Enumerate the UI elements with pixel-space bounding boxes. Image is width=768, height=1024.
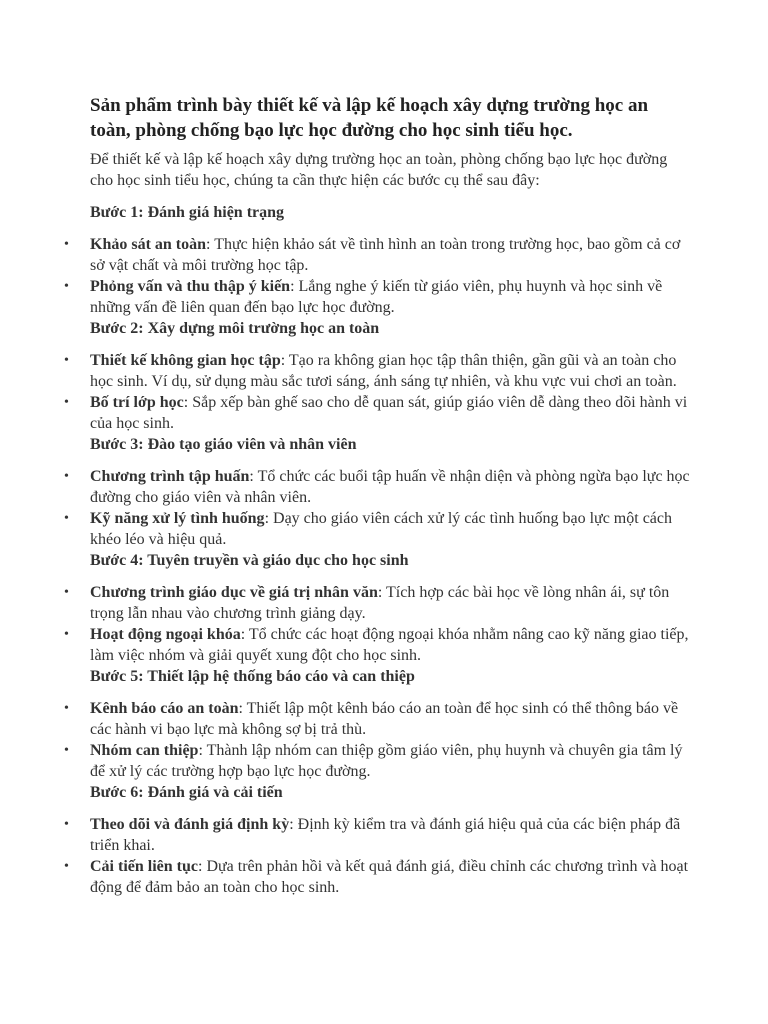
item-text: : Thành lập nhóm can thiệp gồm giáo viên, phụ huynh và chuyên gia tâm lý để xử lý các trường hợp bạo lực học đường.: [90, 742, 683, 780]
list-item: [90, 234, 690, 276]
list-item: [90, 350, 690, 392]
list-item: [90, 582, 690, 624]
step-1-heading: Bước 1: Đánh giá hiện trạng: [90, 204, 285, 221]
list-item: [90, 624, 690, 666]
document-body: [90, 93, 690, 898]
item-text: : Định kỳ kiểm tra và đánh giá hiệu quả của các biện pháp đã triển khai.: [90, 816, 681, 854]
item-text: : Sắp xếp bàn ghế sao cho dễ quan sát, giúp giáo viên dễ dàng theo dõi hành vi của học sinh.: [90, 394, 688, 432]
item-term: Theo dõi và đánh giá định kỳ: [90, 816, 290, 833]
item-term: Bố trí lớp học: [90, 394, 184, 411]
list-item: [90, 392, 690, 434]
item-term: Hoạt động ngoại khóa: [90, 626, 241, 643]
item-term: Nhóm can thiệp: [90, 742, 199, 759]
list-item: [90, 698, 690, 740]
item-text: : Tổ chức các buổi tập huấn về nhận diện và phòng ngừa bạo lực học đường cho giáo viên và nhân viên.: [90, 468, 690, 506]
step-4-heading: Bước 4: Tuyên truyền và giáo dục cho học sinh: [90, 552, 409, 569]
item-text: : Dạy cho giáo viên cách xử lý các tình huống bạo lực một cách khéo léo và hiệu quả.: [90, 510, 672, 548]
item-term: Khảo sát an toàn: [90, 236, 207, 253]
item-term: Kỹ năng xử lý tình huống: [90, 510, 265, 527]
list-item: [90, 466, 690, 508]
item-text: : Thực hiện khảo sát về tình hình an toàn trong trường học, bao gồm cả cơ sở vật chất và môi trường học tập.: [90, 236, 681, 274]
list-item: [90, 740, 690, 782]
list-item: [90, 508, 690, 550]
item-text: : Tổ chức các hoạt động ngoại khóa nhằm nâng cao kỹ năng giao tiếp, làm việc nhóm và giải quyết xung đột cho học sinh.: [90, 626, 689, 664]
item-term: Cải tiến liên tục: [90, 858, 198, 875]
item-text: : Tích hợp các bài học về lòng nhân ái, sự tôn trọng lẫn nhau vào chương trình giảng dạy.: [90, 584, 670, 622]
document-title: Sản phẩm trình bày thiết kế và lập kế hoạch xây dựng trường học an toàn, phòng chống bạo lực học đường cho học sinh tiểu học.: [90, 95, 649, 141]
step-1-list: [90, 234, 690, 318]
item-term: Chương trình tập huấn: [90, 468, 250, 485]
item-term: Kênh báo cáo an toàn: [90, 700, 239, 717]
list-item: [90, 276, 690, 318]
step-2-heading: Bước 2: Xây dựng môi trường học an toàn: [90, 320, 380, 337]
step-3-list: [90, 466, 690, 550]
intro-paragraph: Để thiết kế và lập kế hoạch xây dựng trường học an toàn, phòng chống bạo lực học đường cho học sinh tiểu học, chúng ta cần thực hiện các bước cụ thể sau đây:: [90, 151, 668, 189]
step-6-heading: Bước 6: Đánh giá và cải tiến: [90, 784, 283, 801]
step-4-list: [90, 582, 690, 666]
item-term: Thiết kế không gian học tập: [90, 352, 281, 369]
item-text: : Thiết lập một kênh báo cáo an toàn để học sinh có thể thông báo về các hành vi bạo lực mà không sợ bị trả thù.: [90, 700, 679, 738]
step-2-list: [90, 350, 690, 434]
step-5-list: [90, 698, 690, 782]
step-3-heading: Bước 3: Đào tạo giáo viên và nhân viên: [90, 436, 357, 453]
step-5-heading: Bước 5: Thiết lập hệ thống báo cáo và can thiệp: [90, 668, 415, 685]
item-term: Chương trình giáo dục về giá trị nhân văn: [90, 584, 378, 601]
list-item: [90, 856, 690, 898]
item-text: : Tạo ra không gian học tập thân thiện, gần gũi và an toàn cho học sinh. Ví dụ, sử dụng màu sắc tươi sáng, ánh sáng tự nhiên, và khu vực vui chơi an toàn.: [90, 352, 677, 390]
item-term: Phỏng vấn và thu thập ý kiến: [90, 278, 291, 295]
item-text: : Dựa trên phản hồi và kết quả đánh giá, điều chỉnh các chương trình và hoạt động để đảm bảo an toàn cho học sinh.: [90, 858, 689, 896]
item-text: : Lắng nghe ý kiến từ giáo viên, phụ huynh và học sinh về những vấn đề liên quan đến bạo lực học đường.: [90, 278, 663, 316]
list-item: [90, 814, 690, 856]
step-6-list: [90, 814, 690, 898]
